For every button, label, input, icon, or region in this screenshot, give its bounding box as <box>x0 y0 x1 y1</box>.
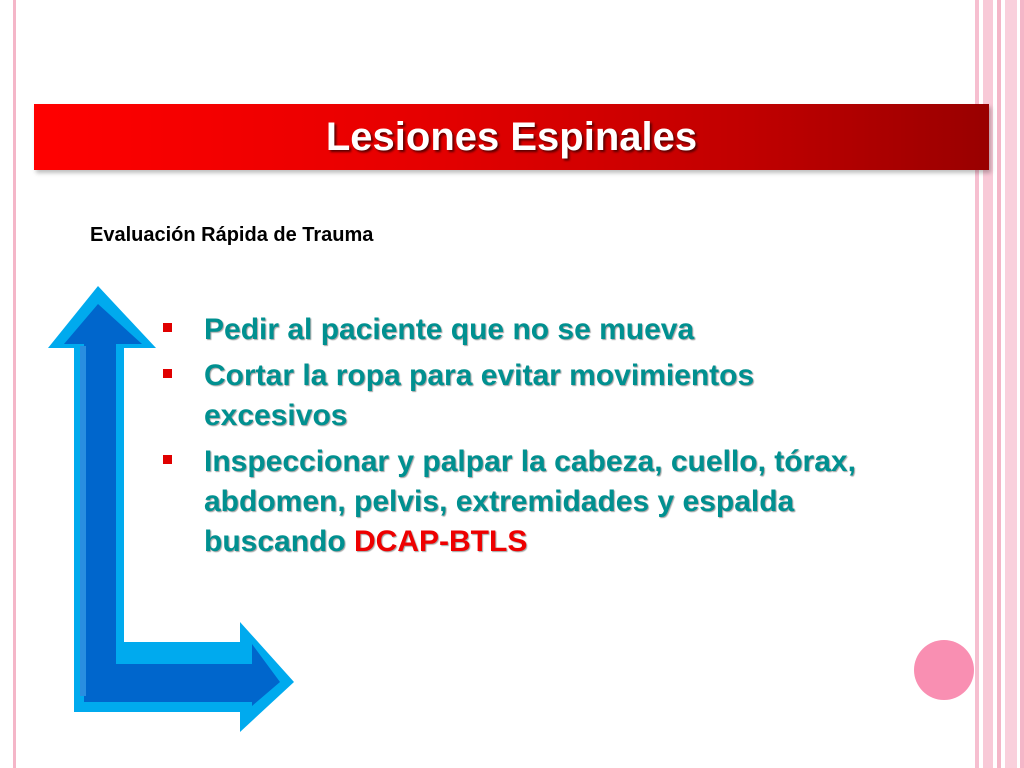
list-item <box>160 356 860 436</box>
bullet-text: Inspeccionar y palpar la cabeza, cuello, tórax, abdomen, pelvis, extremidades y espalda buscando <box>204 445 856 558</box>
highlight-text: DCAP-BTLS <box>354 525 528 558</box>
list-item <box>160 442 860 562</box>
square-bullet-icon <box>163 369 172 378</box>
bullet-text: Cortar la ropa para evitar movimientos excesivos <box>204 359 755 432</box>
bullet-text: Pedir al paciente que no se mueva <box>204 313 695 346</box>
list-item <box>160 310 860 350</box>
slide-subtitle: Evaluación Rápida de Trauma <box>90 224 374 246</box>
square-bullet-icon <box>163 455 172 464</box>
slide-title: Lesiones Espinales <box>325 115 698 159</box>
square-bullet-icon <box>163 323 172 332</box>
left-border-line <box>13 0 16 768</box>
pink-circle-icon <box>914 640 974 700</box>
bullet-list <box>160 310 860 568</box>
title-bar <box>34 104 989 170</box>
